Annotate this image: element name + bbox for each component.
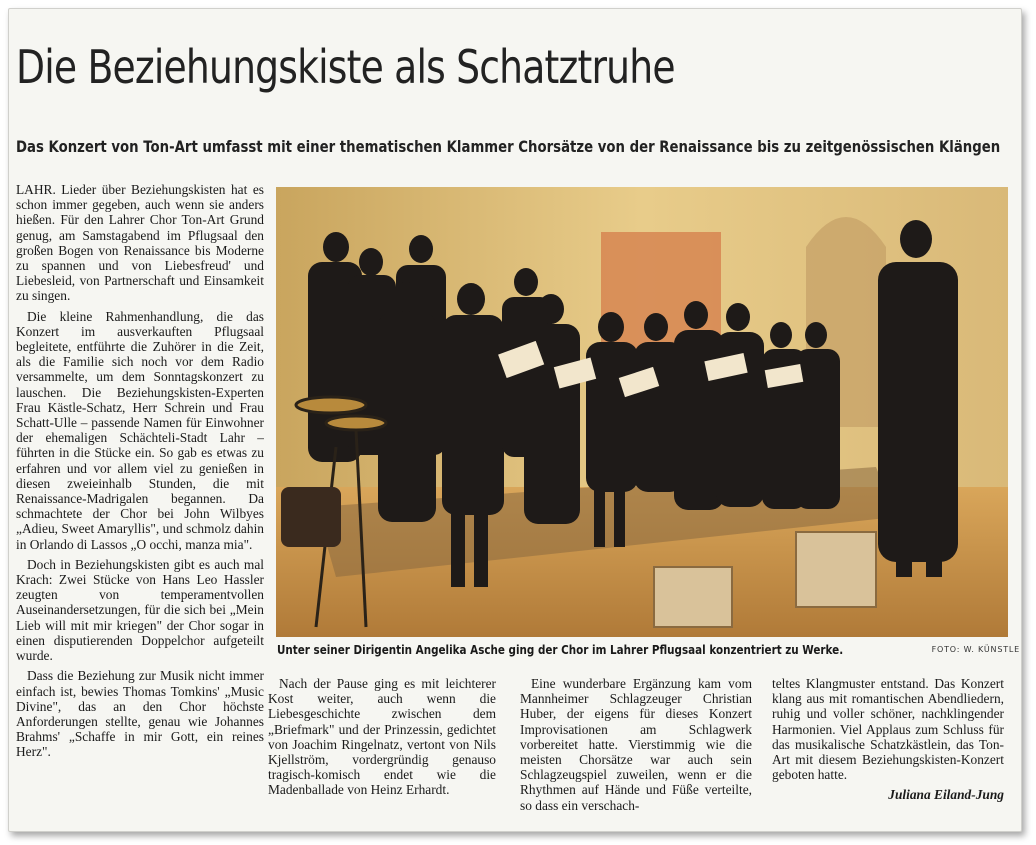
paragraph: Eine wunderbare Ergänzung kam vom Mannheimer Schlagzeuger Christian Huber, der eigens für dieses Konzert Improvisationen am Schlagwerk vorbereitet hatte. Vierstimmig wie die meisten Chorsätze war auch sein Schlagzeugspiel zuweilen, wenn er die Rhythmen auf Hände und Füße verteilte, so dass ein verschach- <box>520 676 752 813</box>
closing-text: Das Konzert klang aus mit romantischen Abendliedern, ruhig und voller schöner, nachklingender Harmonien. Viel Applaus zum Schluss für das musikalische Schatzkästlein, das Ton-Art mit diesem Beziehungskisten-Konzert geboten hatte. <box>772 676 1004 783</box>
continued-text: teltes Klangmuster entstand. <box>772 676 929 691</box>
photo-caption: Unter seiner Dirigentin Angelika Asche ging der Chor im Lahrer Pflugsaal konzentriert zu Werke. <box>277 642 844 657</box>
paragraph: Dass die Beziehung zur Musik nicht immer einfach ist, bewies Thomas Tomkins' „Music Divine", das an den Chor höchste Anforderungen stellte, genau wie Johannes Brahms' „Schaffe in mir Gott, ein reines Herz". <box>16 668 264 760</box>
article-column-4 <box>772 676 1004 816</box>
paragraph: Die kleine Rahmenhandlung, die das Konzert im ausverkauften Pflugsaal begleitete, entführte die Zuhörer in die Zeit, als die Familie sich noch vor dem Radio versammelte, um dem Sonntagskonzert zu lauschen. Die Beziehungskisten-Experten Frau Kästle-Schatz, Herr Schrein und Frau Schatt-Ulle – passende Namen für Einwohner der ehemaligen Schächteli-Stadt Lahr – führten in die Stücke ein. So gab es etwas zu erfahren und vor allem viel zu genießen in diesen zweieinhalb Stunden, die mit Renaissance-Madrigalen begannen. Da schmachtete der Chor bei John Wilbyes „Adieu, Sweet Amaryllis", und schmolz dahin in Orlando di Lassos „O occhi, manza mia". <box>16 308 264 552</box>
paragraph: Nach der Pause ging es mit leichterer Kost weiter, auch wenn die Liebesgeschichte zwischen dem „Briefmark" und der Prinzessin, gedichtet von Joachim Ringelnatz, vertont von Nils Kjellström, vordergründig genauso tragisch-komisch endet wie die Madenballade von Heinz Erhardt. <box>268 676 496 798</box>
paragraph <box>772 676 1004 782</box>
subheadline: Das Konzert von Ton-Art umfasst mit einer thematischen Klammer Chorsätze von der Renaissance bis zu zeitgenössischen Klängen <box>16 137 1001 156</box>
headline: Die Beziehungskiste als Schatztruhe <box>16 40 675 94</box>
paragraph: Doch in Beziehungskisten gibt es auch mal Krach: Zwei Stücke von Hans Leo Hassler zeugten von temperamentvollen Auseinandersetzungen, für die sich bei „Mein Lieb will mit mir kriegen" der Chor sogar in einen disputierenden Doppelchor aufgeteilt wurde. <box>16 556 264 664</box>
author-byline: Juliana Eiland-Jung <box>888 787 1004 803</box>
article-column-2 <box>268 676 496 816</box>
article-column-1 <box>16 182 264 806</box>
article-column-3 <box>520 676 752 816</box>
choir-concert-photo <box>276 187 1008 637</box>
paragraph: LAHR. Lieder über Beziehungskisten hat es schon immer gegeben, auch wenn sie anders hießen. Für den Lahrer Chor Ton-Art Grund genug, am Samstagabend im Pflugsaal den großen Bogen von Renaissance bis Moderne zu spannen und von Liebesfreud' und Liebesleid, von Partnerschaft und Einsamkeit zu singen. <box>16 182 264 304</box>
photo-credit: FOTO: W. KÜNSTLE <box>931 645 1020 654</box>
